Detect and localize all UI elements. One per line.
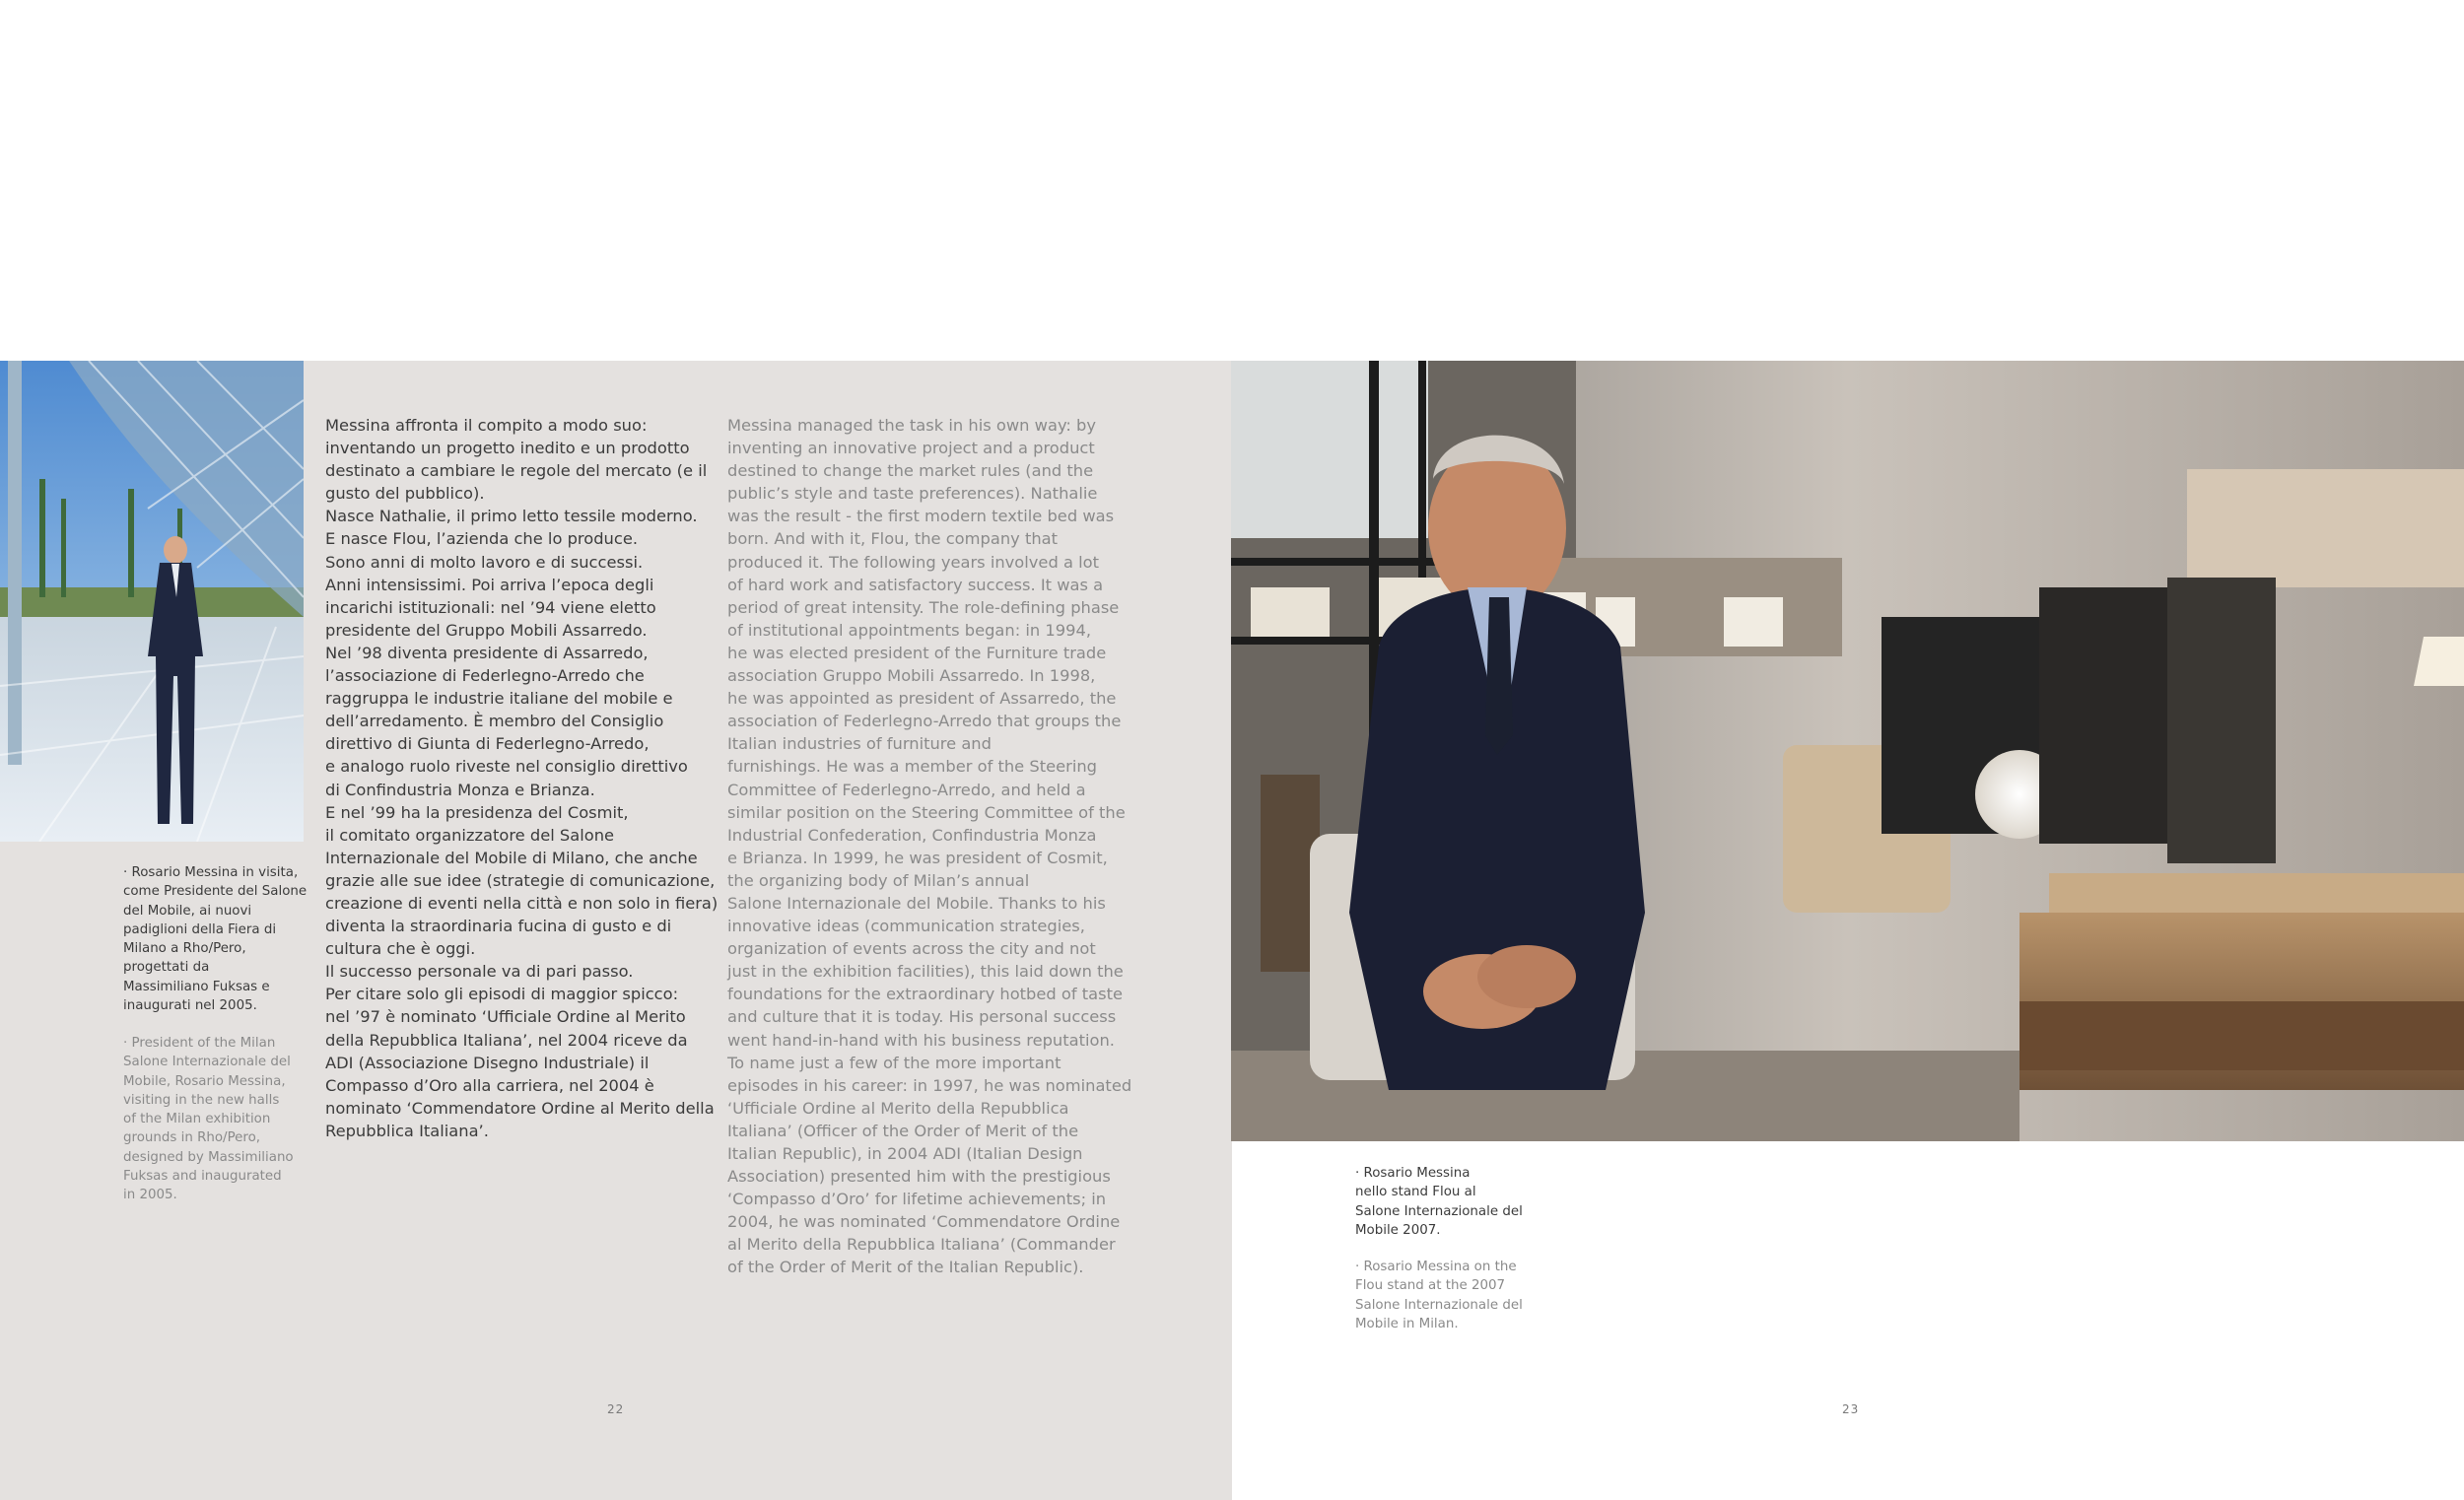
caption-line: del Mobile, ai nuovi	[123, 903, 252, 919]
english-text-line: he was appointed as president of Assarredo, the	[727, 689, 1117, 709]
english-text-line: Messina managed the task in his own way: by	[727, 416, 1097, 435]
italian-text-line: Anni intensissimi. Poi arriva l’epoca degli	[325, 575, 654, 594]
italian-text-line: ADI (Associazione Disegno Industriale) il	[325, 1053, 650, 1072]
caption-line: Mobile in Milan.	[1355, 1316, 1459, 1331]
english-text-line: 2004, he was nominated ‘Commendatore Ordine	[727, 1212, 1121, 1232]
italian-text-line: di Confindustria Monza e Brianza.	[325, 780, 595, 799]
english-text-line: Salone Internazionale del Mobile. Thanks to his	[727, 893, 1106, 913]
italian-text-line: dell’arredamento. È membro del Consiglio	[325, 712, 664, 731]
caption-line: Salone Internazionale del	[1355, 1203, 1523, 1219]
english-text-line: association of Federlegno-Arredo that groups the	[727, 712, 1122, 731]
caption-line: Flou stand at the 2007	[1355, 1278, 1506, 1294]
caption-line: · President of the Milan	[123, 1036, 276, 1051]
english-text-line: innovative ideas (communication strategies,	[727, 917, 1085, 936]
caption-line: Mobile, Rosario Messina,	[123, 1073, 286, 1089]
english-text-line: Italiana’ (Officer of the Order of Merit of the	[727, 1121, 1079, 1140]
caption-line: Milano a Rho/Pero,	[123, 941, 246, 957]
english-text-line: ‘Ufficiale Ordine al Merito della Repubblica	[727, 1098, 1069, 1118]
caption-line: · Rosario Messina in visita,	[123, 865, 299, 880]
italian-text-line: cultura che è oggi.	[325, 939, 476, 959]
caption-line: · Rosario Messina	[1355, 1166, 1471, 1181]
italian-text-line: il comitato organizzatore del Salone	[325, 825, 615, 845]
caption-line: Massimiliano Fuksas e	[123, 979, 270, 994]
italian-text-line: Per citare solo gli episodi di maggior spicco:	[325, 985, 679, 1004]
italian-text-line: della Repubblica Italiana’, nel 2004 riceve da	[325, 1030, 688, 1050]
english-text-line: of hard work and satisfactory success. It was a	[727, 575, 1104, 594]
english-text-line: he was elected president of the Furniture trade	[727, 643, 1107, 662]
caption-right-italian	[1355, 1164, 1523, 1240]
english-text-line: born. And with it, Flou, the company that	[727, 529, 1059, 549]
english-text-line: was the result - the first modern textile bed was	[727, 507, 1115, 526]
caption-line: inaugurati nel 2005.	[123, 998, 257, 1014]
italian-text-line: grazie alle sue idee (strategie di comunicazione,	[325, 870, 716, 890]
italian-text-line: inventando un progetto inedito e un prodotto	[325, 439, 690, 458]
english-text-line: of the Order of Merit of the Italian Republic).	[727, 1258, 1084, 1277]
english-text-line: foundations for the extraordinary hotbed of taste	[727, 985, 1124, 1004]
english-text-line: Italian industries of furniture and	[727, 734, 992, 754]
italian-text-line: creazione di eventi nella città e non solo in fiera)	[325, 893, 719, 913]
caption-line: padiglioni della Fiera di	[123, 921, 277, 937]
caption-line: nello stand Flou al	[1355, 1185, 1476, 1200]
english-text-line: Italian Republic), in 2004 ADI (Italian Design	[727, 1144, 1083, 1163]
english-text-line: period of great intensity. The role-defining phase	[727, 597, 1120, 617]
english-text-line: al Merito della Repubblica Italiana’ (Commander	[727, 1235, 1116, 1255]
english-text-line: episodes in his career: in 1997, he was nominated	[727, 1075, 1132, 1095]
caption-line: come Presidente del Salone	[123, 884, 308, 900]
italian-text-line: raggruppa le industrie italiane del mobile e	[325, 689, 673, 709]
english-text-line: public’s style and taste preferences). Nathalie	[727, 484, 1098, 504]
english-text-column	[727, 414, 1131, 1279]
italian-text-line: presidente del Gruppo Mobili Assarredo.	[325, 620, 648, 640]
english-text-line: destined to change the market rules (and the	[727, 461, 1094, 481]
page-number-left: 22	[607, 1402, 625, 1416]
photo-messina-stand	[1231, 361, 2464, 1141]
italian-text-line: E nel ’99 ha la presidenza del Cosmit,	[325, 802, 629, 822]
italian-text-line: Nasce Nathalie, il primo letto tessile moderno.	[325, 507, 698, 526]
caption-line: visiting in the new halls	[123, 1092, 280, 1108]
caption-line: grounds in Rho/Pero,	[123, 1130, 261, 1146]
caption-right-english	[1355, 1258, 1523, 1333]
italian-text-line: Internazionale del Mobile di Milano, che anche	[325, 848, 698, 867]
caption-line: Salone Internazionale del	[123, 1055, 291, 1070]
english-text-line: of institutional appointments began: in 1994,	[727, 620, 1092, 640]
caption-line: Mobile 2007.	[1355, 1222, 1441, 1238]
italian-text-line: Repubblica Italiana’.	[325, 1121, 489, 1140]
italian-text-line: E nasce Flou, l’azienda che lo produce.	[325, 529, 639, 549]
italian-text-line: e analogo ruolo riveste nel consiglio direttivo	[325, 757, 688, 777]
caption-line: Fuksas and inaugurated	[123, 1169, 282, 1185]
english-text-line: Association) presented him with the prestigious	[727, 1167, 1111, 1187]
caption-left-italian	[123, 863, 307, 1015]
english-text-line: Industrial Confederation, Confindustria Monza	[727, 825, 1097, 845]
english-text-line: inventing an innovative project and a product	[727, 439, 1095, 458]
photo-messina-fiera	[0, 361, 304, 842]
italian-text-line: destinato a cambiare le regole del mercato (e il	[325, 461, 708, 481]
italian-text-column	[325, 414, 718, 1142]
italian-text-line: direttivo di Giunta di Federlegno-Arredo,	[325, 734, 650, 754]
italian-text-line: Messina affronta il compito a modo suo:	[325, 416, 648, 435]
caption-line: · Rosario Messina on the	[1355, 1260, 1517, 1274]
caption-line: in 2005.	[123, 1188, 177, 1203]
english-text-line: association Gruppo Mobili Assarredo. In 1998,	[727, 666, 1096, 686]
italian-text-line: nel ’97 è nominato ‘Ufficiale Ordine al Merito	[325, 1007, 686, 1027]
english-text-line: Committee of Federlegno-Arredo, and held a	[727, 780, 1086, 799]
caption-line: of the Milan exhibition	[123, 1112, 271, 1127]
italian-text-line: l’associazione di Federlegno-Arredo che	[325, 666, 645, 686]
english-text-line: produced it. The following years involved a lot	[727, 552, 1099, 572]
page-number-right: 23	[1842, 1402, 1860, 1416]
english-text-line: just in the exhibition facilities), this laid down the	[727, 962, 1124, 982]
english-text-line: e Brianza. In 1999, he was president of Cosmit,	[727, 848, 1108, 867]
caption-left-english	[123, 1034, 294, 1205]
italian-text-line: Nel ’98 diventa presidente di Assarredo,	[325, 643, 649, 662]
italian-text-line: diventa la straordinaria fucina di gusto e di	[325, 917, 672, 936]
italian-text-line: Compasso d’Oro alla carriera, nel 2004 è	[325, 1075, 654, 1095]
italian-text-line: incarichi istituzionali: nel ’94 viene eletto	[325, 597, 656, 617]
english-text-line: went hand-in-hand with his business reputation.	[727, 1030, 1115, 1050]
caption-line: Salone Internazionale del	[1355, 1297, 1523, 1313]
english-text-line: similar position on the Steering Committee of the	[727, 802, 1126, 822]
italian-text-line: Il successo personale va di pari passo.	[325, 962, 634, 982]
caption-line: designed by Massimiliano	[123, 1149, 294, 1165]
english-text-line: and culture that it is today. His personal success	[727, 1007, 1117, 1027]
italian-text-line: Sono anni di molto lavoro e di successi.	[325, 552, 644, 572]
english-text-line: organization of events across the city and not	[727, 939, 1096, 959]
english-text-line: ‘Compasso d’Oro’ for lifetime achievements; in	[727, 1190, 1107, 1209]
italian-text-line: gusto del pubblico).	[325, 484, 485, 504]
english-text-line: furnishings. He was a member of the Steering	[727, 757, 1097, 777]
caption-line: progettati da	[123, 960, 210, 976]
italian-text-line: nominato ‘Commendatore Ordine al Merito della	[325, 1098, 715, 1118]
english-text-line: To name just a few of the more important	[727, 1053, 1061, 1072]
english-text-line: the organizing body of Milan’s annual	[727, 870, 1030, 890]
